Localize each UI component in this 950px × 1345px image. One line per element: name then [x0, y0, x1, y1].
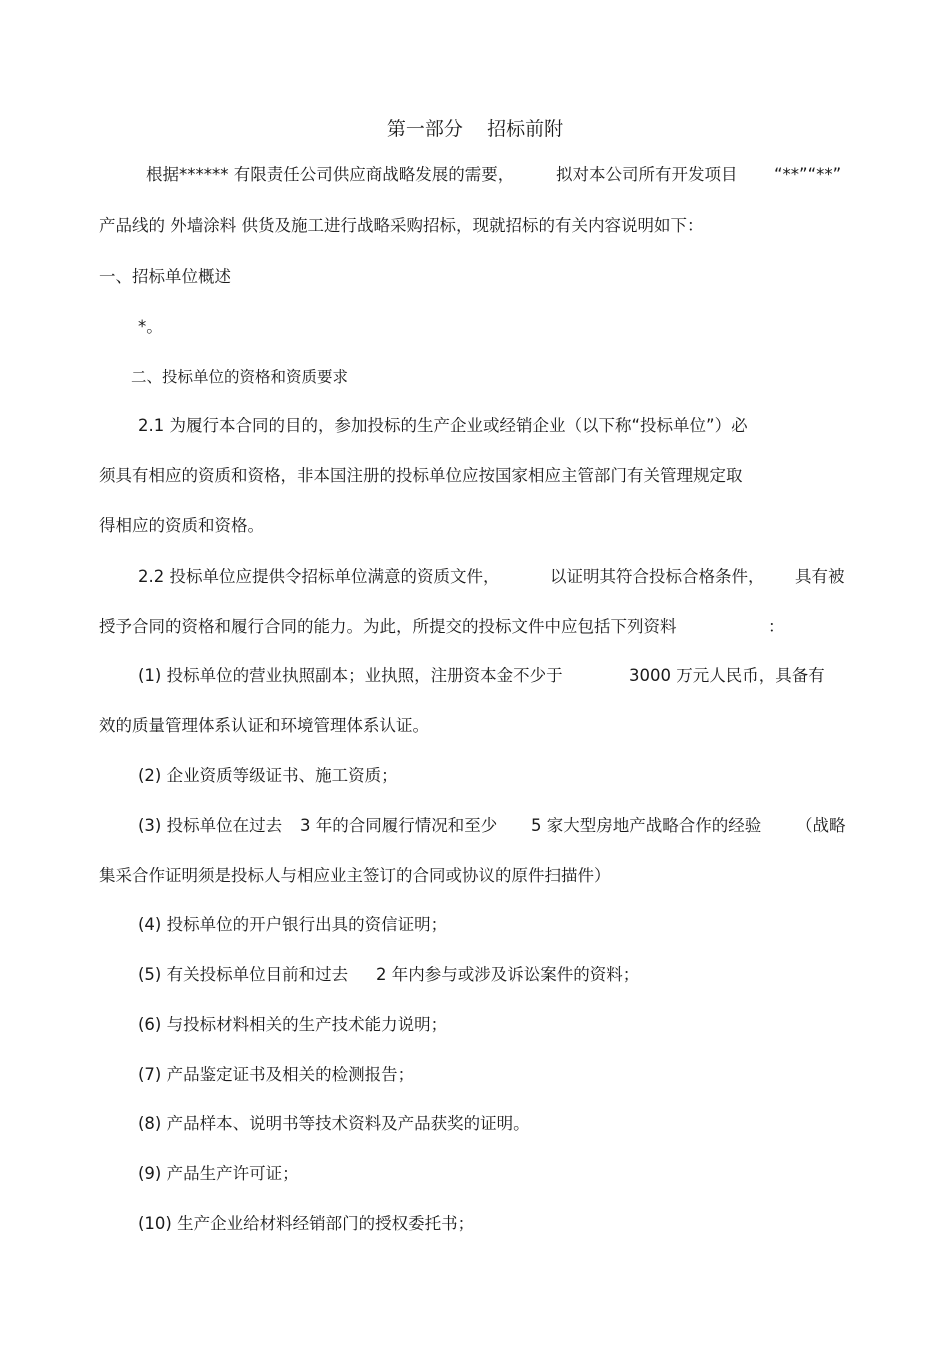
list-item-3-line-1c: 5 家大型房地产战略合作的经验: [531, 816, 762, 835]
para-2-1-line-1: 2.1 为履行本合同的目的，参加投标的生产企业或经销企业（以下称“投标单位”）必: [138, 416, 748, 435]
para-2-2-line-1b: 以证明其符合投标合格条件，: [550, 567, 765, 586]
list-item-2: (2) 企业资质等级证书、施工资质；: [138, 766, 398, 785]
list-item-5b: 2 年内参与或涉及诉讼案件的资料；: [376, 965, 640, 984]
intro-line-2: 产品线的 外墙涂料 供货及施工进行战略采购招标，现就招标的有关内容说明如下：: [99, 216, 704, 235]
para-2-2-line-2b: ：: [768, 617, 785, 636]
list-item-6: (6) 与投标材料相关的生产技术能力说明；: [138, 1015, 448, 1034]
list-item-7: (7) 产品鉴定证书及相关的检测报告；: [138, 1065, 415, 1084]
list-item-3-line-1b: 3 年的合同履行情况和至少: [300, 816, 498, 835]
intro-line-1c: “**”“**”: [774, 165, 842, 184]
para-2-2-line-1a: 2.2 投标单位应提供令招标单位满意的资质文件，: [138, 567, 500, 586]
list-item-8: (8) 产品样本、说明书等技术资料及产品获奖的证明。: [138, 1114, 530, 1133]
list-item-1-line-2: 效的质量管理体系认证和环境管理体系认证。: [99, 716, 429, 735]
list-item-3-line-1d: （战略: [796, 816, 846, 835]
list-item-4: (4) 投标单位的开户银行出具的资信证明；: [138, 915, 448, 934]
section1-heading: 一、招标单位概述: [99, 267, 231, 286]
section2-heading: 二、投标单位的资格和资质要求: [131, 368, 349, 386]
para-2-1-line-3: 得相应的资质和资格。: [99, 516, 264, 535]
para-2-2-line-1c: 具有被: [795, 567, 845, 586]
list-item-10: (10) 生产企业给材料经销部门的授权委托书；: [138, 1214, 475, 1233]
para-2-2-line-2a: 授予合同的资格和履行合同的能力。为此，所提交的投标文件中应包括下列资料: [99, 617, 677, 636]
list-item-9: (9) 产品生产许可证；: [138, 1164, 299, 1183]
page-title: 第一部分 招标前附: [386, 118, 564, 140]
list-item-3-line-1a: (3) 投标单位在过去: [138, 816, 283, 835]
list-item-5a: (5) 有关投标单位目前和过去: [138, 965, 349, 984]
list-item-1-line-1b: 3000 万元人民币，具备有: [629, 666, 825, 685]
list-item-1-line-1a: (1) 投标单位的营业执照副本；业执照，注册资本金不少于: [138, 666, 563, 685]
list-item-3-line-2: 集采合作证明须是投标人与相应业主签订的合同或协议的原件扫描件）: [99, 866, 611, 885]
section1-body: *。: [138, 317, 163, 336]
intro-line-1b: 拟对本公司所有开发项目: [556, 165, 738, 184]
intro-line-1a: 根据****** 有限责任公司供应商战略发展的需要，: [146, 165, 515, 184]
para-2-1-line-2: 须具有相应的资质和资格，非本国注册的投标单位应按国家相应主管部门有关管理规定取: [99, 466, 743, 485]
